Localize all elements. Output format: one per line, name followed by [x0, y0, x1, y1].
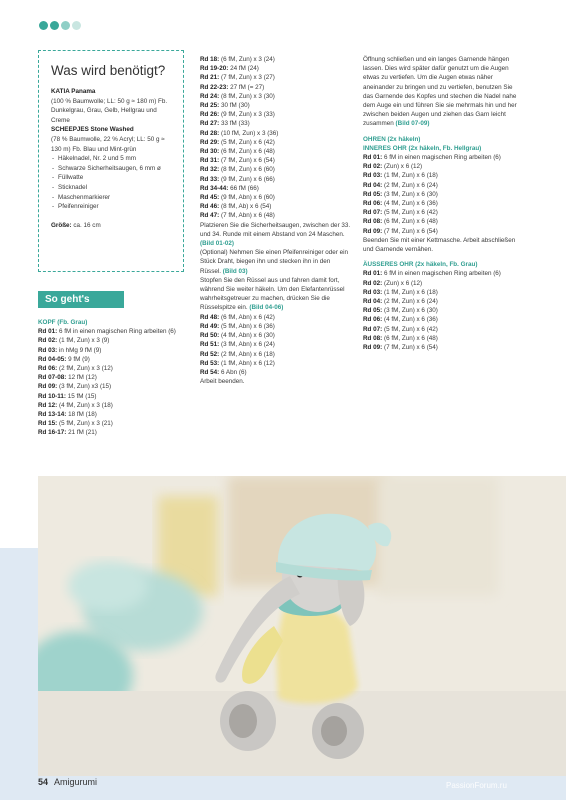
- page-footer: [38, 777, 97, 787]
- row-label: Rd 03:: [363, 288, 383, 296]
- pattern-row: [363, 297, 519, 306]
- row-text: (1 fM, Abn) x 6 (12): [221, 359, 275, 367]
- kopf-rows-decrease: [200, 313, 352, 377]
- pattern-row: [38, 382, 188, 391]
- row-label: Rd 13-14:: [38, 411, 67, 419]
- pattern-row: [363, 288, 519, 297]
- row-text: (5 fM, Abn) x 6 (36): [221, 322, 275, 330]
- row-label: Rd 04:: [363, 181, 383, 189]
- row-label: Rd 24:: [200, 92, 220, 100]
- row-text: (1 fM, Zun) x 3 (9): [59, 337, 110, 345]
- pattern-row: [200, 331, 352, 340]
- row-text: 66 fM (66): [230, 184, 259, 192]
- row-text: (5 fM, Zun) x 6 (42): [384, 325, 438, 333]
- row-label: Rd 01:: [363, 154, 383, 162]
- pattern-row: [363, 153, 519, 162]
- difficulty-dots: [39, 21, 81, 30]
- row-label: Rd 06:: [363, 200, 383, 208]
- pattern-row: [200, 147, 352, 156]
- row-text: (2 fM, Abn) x 6 (18): [221, 350, 275, 358]
- pattern-row: [38, 373, 188, 382]
- row-text: 9 fM (9): [68, 355, 90, 363]
- para2-ref: (Bild 03): [222, 267, 248, 275]
- row-label: Rd 26:: [200, 111, 220, 119]
- para1-ref: (Bild 01-02): [200, 240, 234, 248]
- material-item: - Maschenmarkierer: [51, 193, 175, 203]
- row-text: (Zun) x 6 (12): [384, 163, 423, 171]
- row-label: Rd 07:: [363, 209, 383, 217]
- row-label: Rd 18:: [200, 56, 220, 63]
- row-text: (4 fM, Zun) x 6 (36): [384, 316, 438, 324]
- row-text: (1 fM, Zun) x 6 (18): [384, 288, 438, 296]
- row-label: Rd 51:: [200, 341, 220, 349]
- kopf-heading-label: KOPF: [38, 319, 56, 326]
- row-label: Rd 09:: [38, 383, 58, 391]
- row-label: Rd 30:: [200, 148, 220, 156]
- row-text: (6 fM, Zun) x 6 (48): [221, 148, 275, 156]
- aeusseres-ohr-label: ÄUSSERES OHR: [363, 261, 414, 269]
- row-text: (5 fM, Zun) x 6 (42): [384, 209, 438, 217]
- row-label: Rd 50:: [200, 332, 220, 340]
- row-text: (8 fM, Ab) x 6 (54): [221, 203, 272, 211]
- kopf-heading: [38, 318, 188, 327]
- row-text: (2 fM, Zun) x 3 (12): [59, 365, 113, 373]
- pattern-row: [363, 190, 519, 199]
- pattern-row: [363, 315, 519, 324]
- para1-text: Platzieren Sie die Sicherheitsaugen, zwischen der 33. und 34. Runde mit einem Abstand von 24 Maschen.: [200, 221, 351, 238]
- pattern-row: [200, 350, 352, 359]
- pattern-row: [200, 211, 352, 220]
- section-title: So geht's: [38, 291, 124, 308]
- pattern-row: [200, 92, 352, 101]
- difficulty-dot: [50, 21, 59, 30]
- row-text: (9 fM, Zun) x 3 (33): [221, 111, 275, 119]
- pattern-row: [363, 306, 519, 315]
- row-label: Rd 47:: [200, 212, 220, 220]
- pattern-row: [200, 322, 352, 331]
- row-label: Rd 22-23:: [200, 83, 229, 91]
- row-label: Rd 46:: [200, 203, 220, 211]
- row-text: 33 fM (33): [221, 120, 250, 128]
- aeusseres-ohr-note: (2x häkeln, Fb. Grau): [415, 261, 478, 269]
- row-label: Rd 27:: [200, 120, 220, 128]
- row-text: (4 fM, Zun) x 6 (36): [384, 200, 438, 208]
- row-text: (5 fM, Zun) x 3 (21): [59, 420, 113, 428]
- ohren-heading: [363, 135, 519, 144]
- page-number: 54: [38, 777, 49, 787]
- pattern-row: [200, 368, 352, 377]
- row-label: Rd 54:: [200, 368, 220, 376]
- pattern-row: [38, 401, 188, 410]
- pattern-row: [38, 410, 188, 419]
- inneres-ohr-rows: [363, 153, 519, 236]
- row-text: 6 fM in einen magischen Ring arbeiten (6): [384, 270, 501, 278]
- row-text: 18 fM (18): [68, 411, 97, 419]
- yarn1-desc: (100 % Baumwolle; LL: 50 g ≈ 180 m) Fb. Dunkelgrau, Grau, Gelb, Hellgrau und Creme: [51, 97, 168, 124]
- row-label: Rd 03:: [363, 172, 383, 180]
- row-text: 15 fM (15): [67, 392, 97, 400]
- row-text: (6 fM, Zun) x 6 (48): [384, 218, 438, 226]
- row-text: 30 fM (30): [221, 102, 250, 110]
- row-text: 6 Abn (6): [221, 368, 247, 376]
- pattern-row: [200, 184, 352, 193]
- row-label: Rd 02:: [363, 163, 383, 171]
- pattern-row: [200, 83, 352, 92]
- pattern-row: [200, 202, 352, 211]
- eyes-paragraph: [363, 55, 519, 129]
- row-text: 6 fM in einen magischen Ring arbeiten (6): [384, 154, 501, 162]
- column-3: [363, 55, 519, 352]
- pattern-row: [200, 73, 352, 82]
- row-label: Rd 19-20:: [200, 65, 229, 73]
- pattern-row: [363, 227, 519, 236]
- row-label: Rd 04:: [363, 298, 383, 306]
- size-value: ca. 16 cm: [73, 221, 101, 229]
- materials-box: [38, 50, 184, 272]
- row-label: Rd 08:: [363, 218, 383, 226]
- pattern-row: [363, 269, 519, 278]
- row-text: (3 fM, Zun) x 6 (30): [384, 307, 438, 315]
- row-text: (2 fM, Zun) x 6 (24): [384, 298, 438, 306]
- row-label: Rd 45:: [200, 194, 220, 202]
- pattern-row: [200, 101, 352, 110]
- elephant-photo: [38, 476, 566, 776]
- row-label: Rd 01:: [363, 270, 383, 278]
- pattern-row: [200, 175, 352, 184]
- row-label: Rd 10-11:: [38, 392, 66, 400]
- row-text: (7 fM, Zun) x 6 (54): [384, 344, 438, 352]
- row-label: Rd 08:: [363, 334, 383, 342]
- pattern-row: [363, 181, 519, 190]
- pattern-row: [38, 419, 188, 428]
- pattern-row: [363, 208, 519, 217]
- pattern-row: [38, 392, 188, 401]
- row-label: Rd 53:: [200, 359, 220, 367]
- row-label: Rd 06:: [38, 365, 58, 373]
- pattern-row: [38, 364, 188, 373]
- row-text: 21 fM (21): [68, 429, 97, 437]
- row-text: (6 fM, Zun) x 6 (48): [384, 334, 438, 342]
- row-text: (7 fM, Abn) x 6 (48): [221, 212, 275, 220]
- instruction-paragraph: [200, 276, 352, 313]
- row-text: (4 fM, Zun) x 3 (18): [59, 401, 113, 409]
- material-item: - Pfeifenreiniger: [51, 202, 175, 212]
- inneres-ohr-label: INNERES OHR: [363, 144, 407, 152]
- row-label: Rd 12:: [38, 401, 58, 409]
- row-label: Rd 04-05:: [38, 355, 67, 363]
- pattern-row: [38, 428, 188, 437]
- material-item: - Füllwatte: [51, 173, 175, 183]
- row-text: (10 fM, Zun) x 3 (36): [221, 129, 279, 137]
- row-label: Rd 15:: [38, 420, 58, 428]
- mid-text: Beenden Sie mit einer Kettmasche. Arbeit abschließen und Garnende vernähen.: [363, 236, 516, 254]
- pattern-row: [363, 343, 519, 352]
- pattern-row: [200, 193, 352, 202]
- row-text: (3 fM, Zun) x3 (15): [59, 383, 112, 391]
- row-label: Rd 02:: [363, 279, 383, 287]
- row-label: Rd 48:: [200, 313, 220, 321]
- pattern-row: [200, 313, 352, 322]
- row-text: (7 fM, Zun) x 6 (54): [384, 227, 438, 235]
- yarn1-name: KATIA Panama: [51, 88, 96, 95]
- row-label: Rd 28:: [200, 129, 220, 137]
- difficulty-dot: [61, 21, 70, 30]
- row-label: Rd 32:: [200, 166, 220, 174]
- row-text: (8 fM, Zun) x 3 (30): [221, 92, 275, 100]
- aeusseres-ohr-rows: [363, 269, 519, 352]
- row-text: 27 fM (= 27): [230, 83, 265, 91]
- row-label: Rd 52:: [200, 350, 220, 358]
- row-text: (6 fM, Zun) x 3 (24): [221, 56, 275, 63]
- column-2: [200, 55, 352, 386]
- row-label: Rd 07-08:: [38, 374, 67, 382]
- row-text: (7 fM, Zun) x 3 (27): [221, 74, 275, 82]
- material-item: - Schwarze Sicherheitsaugen, 6 mm ø: [51, 164, 175, 174]
- kopf-rows: [38, 327, 188, 437]
- kopf-heading-note: (Fb. Grau): [57, 319, 88, 326]
- row-text: (3 fM, Zun) x 6 (30): [384, 190, 438, 198]
- para3-ref: (Bild 04-06): [249, 304, 284, 312]
- materials-list: [51, 154, 175, 212]
- pattern-row: [200, 119, 352, 128]
- row-label: Rd 09:: [363, 344, 383, 352]
- row-label: Rd 33:: [200, 175, 220, 183]
- instruction-paragraph: [200, 248, 352, 276]
- material-item: - Sticknadel: [51, 183, 175, 193]
- row-label: Rd 49:: [200, 322, 220, 330]
- pattern-row: [200, 340, 352, 349]
- row-text: 12 fM (12): [68, 374, 97, 382]
- pattern-row: [200, 156, 352, 165]
- pattern-row: [363, 199, 519, 208]
- row-text: (5 fM, Zun) x 6 (42): [221, 138, 275, 146]
- intro-ref: (Bild 07-09): [395, 120, 430, 128]
- end-text: Arbeit beenden.: [200, 378, 245, 386]
- row-label: Rd 01:: [38, 328, 58, 336]
- row-label: Rd 34-44:: [200, 184, 229, 192]
- row-label: Rd 05:: [363, 190, 383, 198]
- row-label: Rd 03:: [38, 346, 58, 354]
- pattern-row: [38, 336, 188, 345]
- pattern-row: [363, 171, 519, 180]
- para3-text: Stopfen Sie den Rüssel aus und fahren damit fort, während Sie weiter häkeln. Um den Elefantenrüssel wahrheitsgetreuer zu machen, drücken Sie die Rüsselspitze ein.: [200, 276, 345, 312]
- pattern-row: [38, 346, 188, 355]
- pattern-row: [200, 110, 352, 119]
- ohren-note: (2x häkeln): [387, 135, 421, 143]
- row-text: 6 fM in einen magischen Ring arbeiten (6): [59, 328, 176, 336]
- inneres-ohr-heading: [363, 144, 519, 153]
- row-label: Rd 29:: [200, 138, 220, 146]
- row-text: (7 fM, Zun) x 6 (54): [221, 157, 275, 165]
- row-label: Rd 07:: [363, 325, 383, 333]
- yarn2-name: SCHEEPJES Stone Washed: [51, 126, 134, 134]
- para2-text: (Optional) Nehmen Sie einen Pfeifenreiniger oder ein Stück Draht, biegen ihn und stecken ihn in den Rüssel.: [200, 249, 349, 275]
- row-text: (1 fM, Zun) x 6 (18): [384, 172, 438, 180]
- row-label: Rd 06:: [363, 316, 383, 324]
- pattern-row: [363, 162, 519, 171]
- row-text: (9 fM, Zun) x 6 (66): [221, 175, 275, 183]
- elephant-illustration: [38, 476, 566, 776]
- pattern-row: [200, 138, 352, 147]
- kopf-rows-continued: [200, 55, 352, 221]
- row-text: (4 fM, Abn) x 6 (30): [221, 332, 275, 340]
- intro-text: Öffnung schließen und ein langes Garnende hängen lassen. Dies wird später dafür genutzt um die Augen etwas zu vertiefen. Um die Augen etwas näher aneinander zu bringen und zu vertiefen, benutzen Sie das Garnende des Kopfes und stechen die Nadel nahe dem Auge ein und führen Sie sie mehrmals hin und her zwischen beiden Augen und ziehen das Garn leicht zusammen: [363, 56, 517, 128]
- row-label: Rd 16-17:: [38, 429, 67, 437]
- column-1: [38, 318, 188, 438]
- difficulty-dot: [39, 21, 48, 30]
- pattern-row: [363, 217, 519, 226]
- row-text: in hMg 9 fM (9): [59, 346, 102, 354]
- pattern-row: [200, 55, 352, 64]
- watermark: PassionForum.ru: [446, 781, 507, 790]
- row-label: Rd 25:: [200, 102, 220, 110]
- material-item: - Häkelnadel, Nr. 2 und 5 mm: [51, 154, 175, 164]
- pattern-row: [363, 334, 519, 343]
- pattern-row: [200, 129, 352, 138]
- magazine-name: Amigurumi: [54, 777, 98, 787]
- row-text: (8 fM, Zun) x 6 (60): [221, 166, 275, 174]
- difficulty-dot: [72, 21, 81, 30]
- materials-title: Was wird benötigt?: [51, 63, 166, 78]
- pattern-row: [38, 355, 188, 364]
- yarn2-desc: (78 % Baumwolle, 22 % Acryl; LL: 50 g ≈ 130 m) Fb. Blau und Mint-grün: [51, 135, 165, 153]
- materials-body: [51, 87, 175, 230]
- row-label: Rd 31:: [200, 157, 220, 165]
- row-label: Rd 05:: [363, 307, 383, 315]
- pattern-row: [38, 327, 188, 336]
- pattern-row: [200, 359, 352, 368]
- aeusseres-ohr-heading: [363, 260, 519, 269]
- pattern-row: [200, 64, 352, 73]
- instruction-paragraph: [200, 221, 352, 249]
- row-label: Rd 02:: [38, 337, 58, 345]
- size-label: Größe:: [51, 221, 72, 229]
- row-label: Rd 21:: [200, 74, 220, 82]
- row-label: Rd 09:: [363, 227, 383, 235]
- row-text: (6 fM, Abn) x 6 (42): [221, 313, 275, 321]
- pattern-row: [363, 279, 519, 288]
- row-text: 24 fM (24): [230, 65, 259, 73]
- pattern-row: [363, 325, 519, 334]
- row-text: (Zun) x 6 (12): [384, 279, 423, 287]
- ohren-label: OHREN: [363, 135, 386, 143]
- inneres-ohr-note: (2x häkeln, Fb. Hellgrau): [408, 144, 482, 152]
- row-text: (9 fM, Abn) x 6 (60): [221, 194, 275, 202]
- row-text: (3 fM, Abn) x 6 (24): [221, 341, 275, 349]
- row-text: (2 fM, Zun) x 6 (24): [384, 181, 438, 189]
- pattern-row: [200, 165, 352, 174]
- size-line: [51, 221, 175, 231]
